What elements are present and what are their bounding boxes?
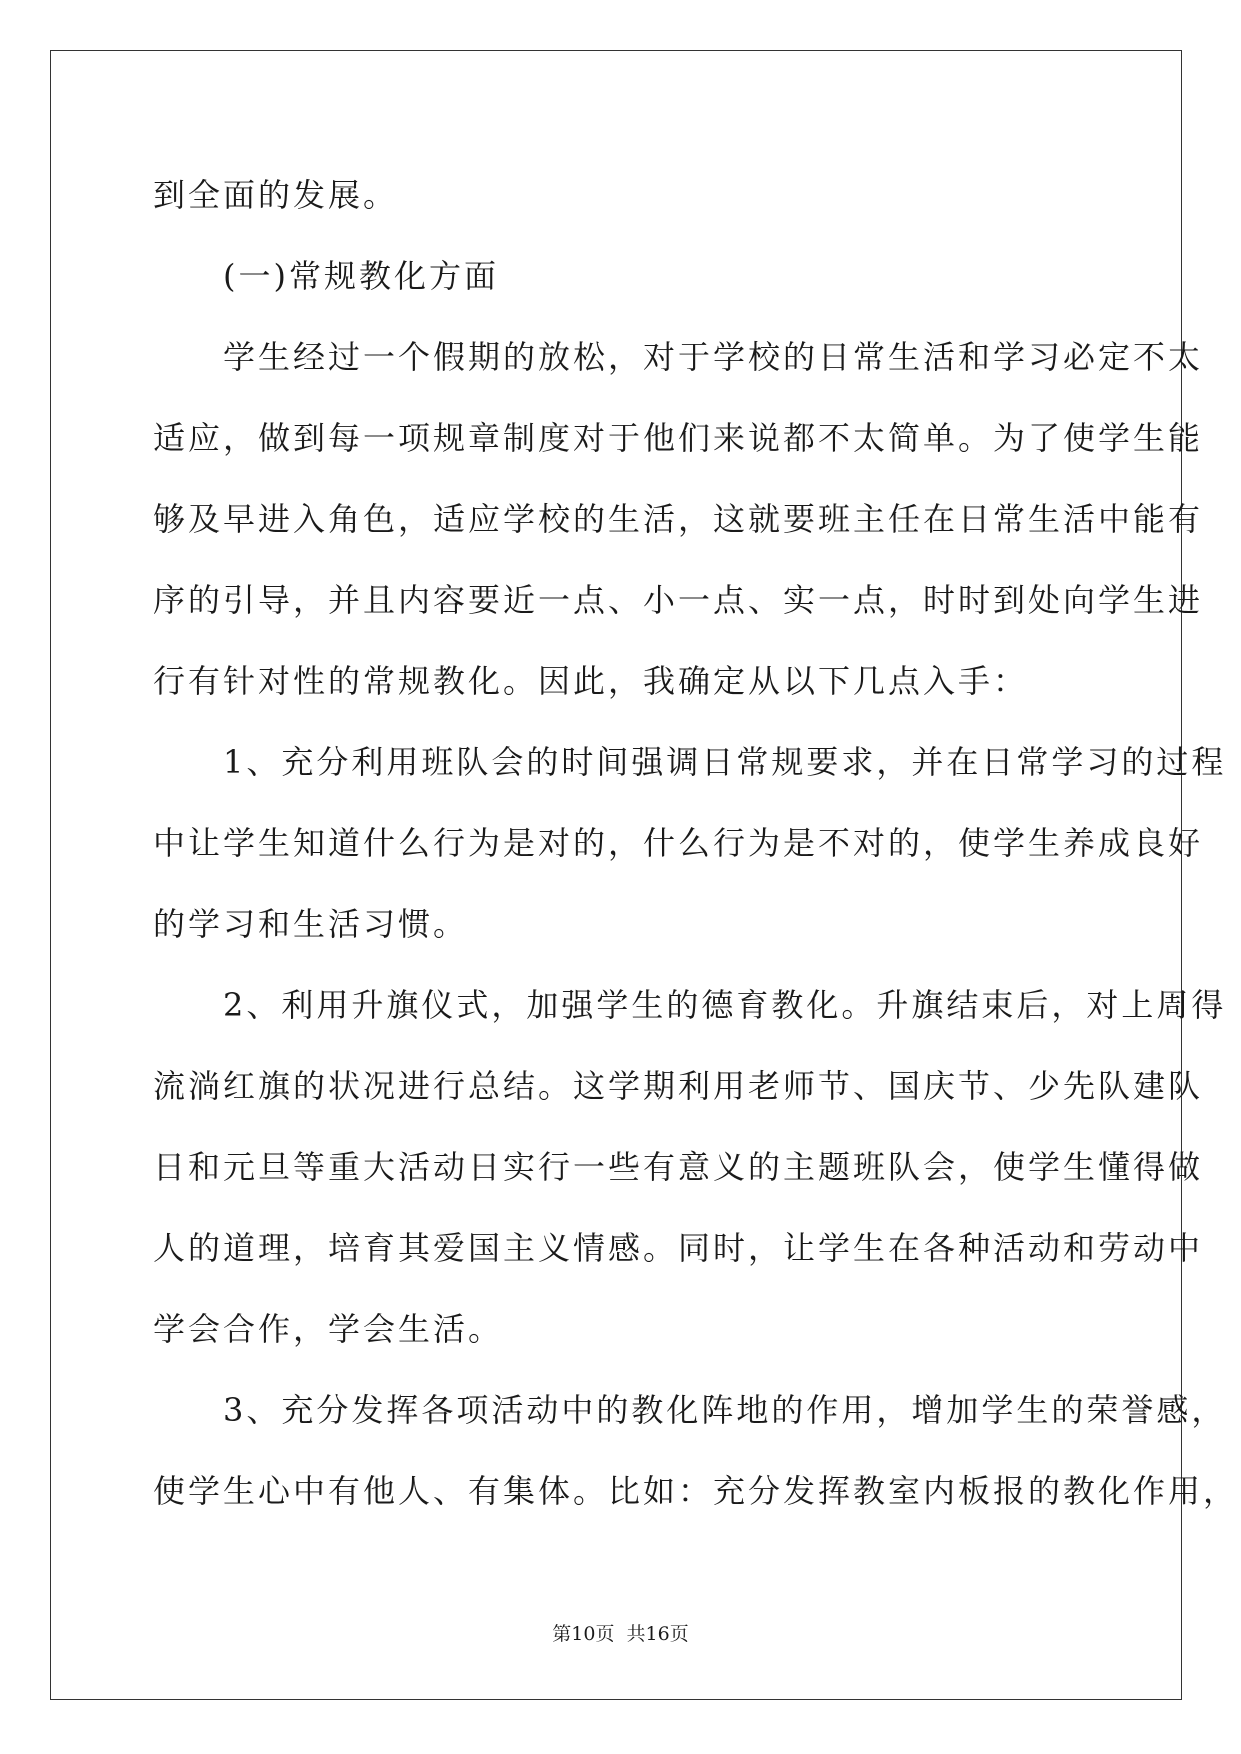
text-line-13: 日和元旦等重大活动日实行一些有意义的主题班队会，使学生懂得做 (153, 1148, 1204, 1186)
text-line-15: 学会合作，学会生活。 (153, 1310, 504, 1348)
text-line-7: 行有针对性的常规教化。因此，我确定从以下几点入手： (153, 662, 1029, 700)
text-line-1: 到全面的发展。 (153, 176, 399, 214)
text-line-3: 学生经过一个假期的放松，对于学校的日常生活和学习必定不太 (153, 338, 1204, 376)
text-line-16: 3、充分发挥各项活动中的教化阵地的作用，增加学生的荣誉感， (153, 1391, 1227, 1429)
text-line-5: 够及早进入角色，适应学校的生活，这就要班主任在日常生活中能有 (153, 500, 1204, 538)
page-footer (0, 1622, 1241, 1646)
text-line-8: 1、充分利用班队会的时间强调日常规要求，并在日常学习的过程 (153, 743, 1227, 781)
text-line-9: 中让学生知道什么行为是对的，什么行为是不对的，使学生养成良好 (153, 824, 1204, 862)
text-line-11: 2、利用升旗仪式，加强学生的德育教化。升旗结束后，对上周得 (153, 986, 1227, 1024)
section-heading: (一)常规教化方面 (153, 257, 499, 295)
text-line-4: 适应，做到每一项规章制度对于他们来说都不太简单。为了使学生能 (153, 419, 1204, 457)
text-line-12: 流淌红旗的状况进行总结。这学期利用老师节、国庆节、少先队建队 (153, 1067, 1204, 1105)
text-line-14: 人的道理，培育其爱国主义情感。同时，让学生在各种活动和劳动中 (153, 1229, 1204, 1267)
text-line-6: 序的引导，并且内容要近一点、小一点、实一点，时时到处向学生进 (153, 581, 1204, 619)
text-line-10: 的学习和生活习惯。 (153, 905, 469, 943)
text-line-17: 使学生心中有他人、有集体。比如：充分发挥教室内板报的教化作用， (153, 1472, 1239, 1510)
page-total: 共16页 (626, 1623, 689, 1645)
page-number: 第10页 (552, 1623, 615, 1645)
page-border (50, 50, 1239, 1700)
